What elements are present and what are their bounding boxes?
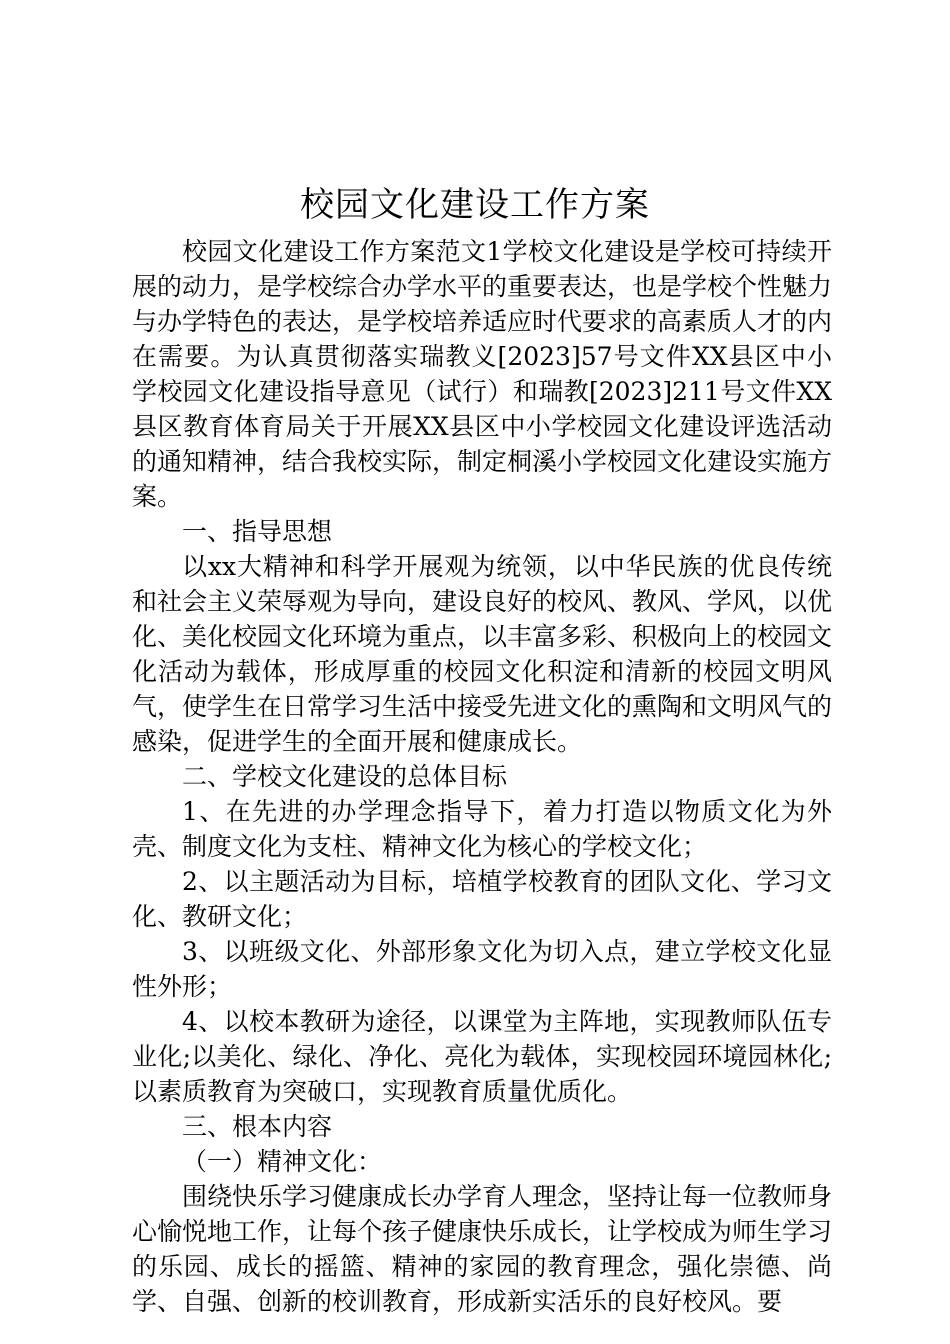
section-heading-guiding-ideology: 一、指导思想 xyxy=(182,517,333,546)
spiritual-culture-paragraph: 围绕快乐学习健康成长办学育人理念，坚持让每一位教师身心愉悦地工作，让每个孩子健康快乐成长，让学校成为师生学习的乐园、成长的摇篮、精神的家园的教育理念，强化崇德、尚学、自强、创新的校训教育，形成新实活乐的良好校风。要 xyxy=(132,1182,833,1316)
document-body xyxy=(132,234,832,1319)
document-title: 校园文化建设工作方案 xyxy=(300,185,650,225)
goal-item-2: 2、以主题活动为目标，培植学校教育的团队文化、学习文化、教研文化； xyxy=(132,867,832,931)
goal-item-1: 1、在先进的办学理念指导下，着力打造以物质文化为外壳、制度文化为支柱、精神文化为核心的学校文化； xyxy=(132,797,832,861)
goal-item-3: 3、以班级文化、外部形象文化为切入点，建立学校文化显性外形； xyxy=(132,937,832,1001)
section-heading-basic-content: 三、根本内容 xyxy=(182,1112,333,1141)
subsection-heading-spiritual-culture: （一）精神文化： xyxy=(182,1147,383,1176)
guiding-ideology-paragraph: 以xx大精神和科学开展观为统领，以中华民族的优良传统和社会主义荣辱观为导向，建设良好的校风、教风、学风，以优化、美化校园文化环境为重点，以丰富多彩、积极向上的校园文化活动为载体，形成厚重的校园文化积淀和清新的校园文明风气，使学生在日常学习生活中接受先进文化的熏陶和文明风气的感染，促进学生的全面开展和健康成长。 xyxy=(132,552,833,756)
intro-paragraph: 校园文化建设工作方案范文1学校文化建设是学校可持续开展的动力，是学校综合办学水平的重要表达，也是学校个性魅力与办学特色的表达，是学校培养适应时代要求的高素质人才的内在需要。为认真贯彻落实瑞教义[2023]57号文件XX县区中小学校园文化建设指导意见（试行）和瑞教[2023]211号文件XX县区教育体育局关于开展XX县区中小学校园文化建设评选活动的通知精神，结合我校实际，制定桐溪小学校园文化建设实施方案。 xyxy=(132,237,833,511)
section-heading-overall-goals: 二、学校文化建设的总体目标 xyxy=(182,762,508,791)
goal-item-4: 4、以校本教研为途径，以课堂为主阵地，实现教师队伍专业化;以美化、绿化、净化、亮化为载体，实现校园环境园林化;以素质教育为突破口，实现教育质量优质化。 xyxy=(132,1007,832,1106)
